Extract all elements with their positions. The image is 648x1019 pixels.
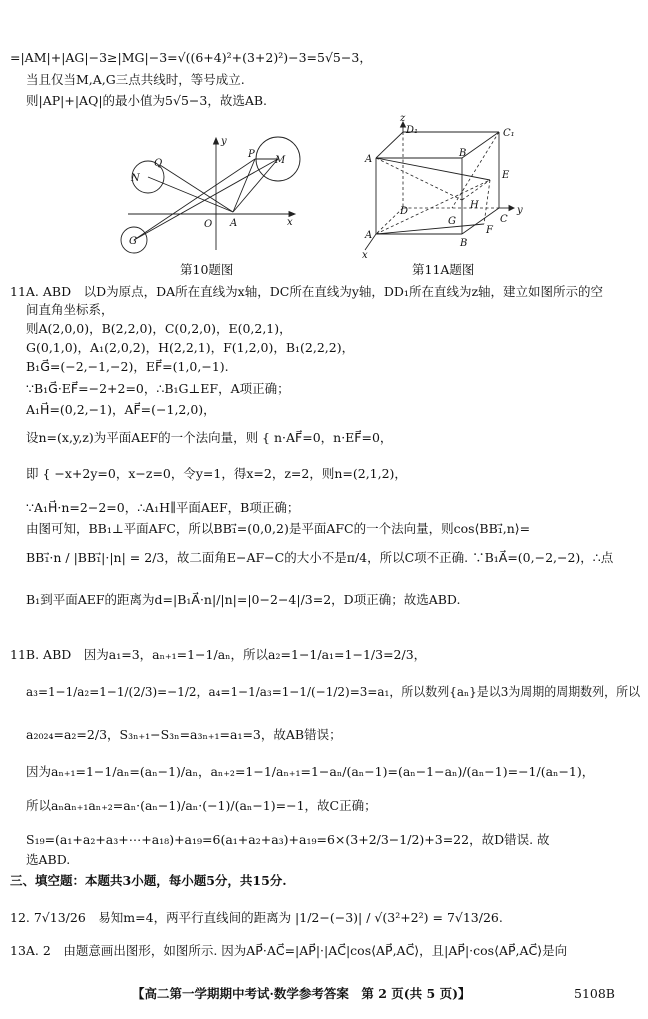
text-line: 因为aₙ₊₁=1−1/aₙ=(aₙ−1)/aₙ，aₙ₊₂=1−1/aₙ₊₁=1−aₙ/(aₙ−1)=(aₙ−1−aₙ)/(aₙ−1)=−1/(aₙ−1)， [26,764,595,779]
text-line: 13A. 2 由题意画出图形，如图所示. 因为AP⃗·AC⃗=|AP⃗|·|AC⃗|cos⟨AP⃗,AC⃗⟩，且|AP⃗|·cos⟨AP⃗,AC⃗⟩是向 [10,943,568,958]
label-F: F [486,225,493,236]
label-G: G [448,216,456,227]
text-line: B₁G⃗=(−2,−1,−2)，EF⃗=(1,0,−1). [26,359,229,374]
label-A: A [365,230,373,241]
document-code: 5108B [574,986,615,1001]
figure-10 [120,128,310,256]
label-O: O [204,219,213,230]
text-line: BB₁⃗·n / |BB₁⃗|·|n| = 2/3，故二面角E−AF−C的大小不是π/4，所以C项不正确. ∵B₁A⃗=(0,−2,−2)，∴点 [26,550,614,565]
label-G: G [129,236,137,247]
label-C1: C₁ [503,128,515,139]
figure-11a [362,112,532,260]
text-line: S₁₉=(a₁+a₂+a₃+⋯+a₁₈)+a₁₉=6(a₁+a₂+a₃)+a₁₉=6×(3+2/3−1/2)+3=22，故D错误. 故 [26,832,550,847]
label-y: y [517,205,523,216]
text-line: =|AM|+|AG|−3≥|MG|−3=√((6+4)²+(3+2)²)−3=5√5−3， [10,50,372,65]
label-y: y [221,136,227,147]
label-z: z [400,113,406,124]
text-line: 所以aₙaₙ₊₁aₙ₊₂=aₙ·(aₙ−1)/aₙ·(−1)/(aₙ−1)=−1，故C正确； [26,798,377,813]
text-line: 则A(2,0,0)，B(2,2,0)，C(0,2,0)，E(0,2,1)， [26,321,292,336]
text-line: B₁到平面AEF的距离为d=|B₁A⃗·n|/|n|=|0−2−4|/3=2，D项正确；故选ABD. [26,592,461,607]
text-line: ∵B₁G⃗·EF⃗=−2+2=0，∴B₁G⊥EF，A项正确； [26,381,290,396]
text-line: a₂₀₂₄=a₂=2/3，S₃ₙ₊₁−S₃ₙ=a₃ₙ₊₁=a₁=3，故AB错误； [26,727,342,742]
page-footer: 【高二第一学期期中考试·数学参考答案 第 2 页(共 5 页)】 [132,986,471,1001]
figure-caption: 第11A题图 [412,262,475,277]
label-D1: D₁ [406,125,419,136]
text-line: ∵A₁H⃗·n=2−2=0，∴A₁H∥平面AEF，B项正确； [26,500,300,515]
text-line: 由图可知，BB₁⊥平面AFC，所以BB₁⃗=(0,0,2)是平面AFC的一个法向量，则cos⟨BB₁⃗,n⟩= [26,521,531,536]
text-line: 11B. ABD 因为a₁=3，aₙ₊₁=1−1/aₙ，所以a₂=1−1/a₁=1−1/3=2/3， [10,647,427,662]
text-line: A₁H⃗=(0,2,−1)，AF⃗=(−1,2,0)， [26,402,216,417]
label-M: M [275,155,286,166]
label-x: x [362,250,368,260]
text-line: 12. 7√13/26 易知m=4，两平行直线间的距离为 |1/2−(−3)| / √(3²+2²) = 7√13/26. [10,910,503,925]
label-C: C [500,214,508,225]
label-H: H [470,200,479,211]
label-x: x [287,217,293,228]
text-line: 选ABD. [26,852,71,867]
text-line: 即 { −x+2y=0，x−z=0，令y=1，得x=2，z=2，则n=(2,1,2)， [26,466,407,481]
label-E: E [502,170,510,181]
label-B1: B [459,148,467,159]
text-line: 设n=(x,y,z)为平面AEF的一个法向量，则 { n·AF⃗=0，n·EF⃗=0， [26,430,393,445]
label-B: B [460,238,468,249]
text-line: G(0,1,0)，A₁(2,0,2)，H(2,2,1)，F(1,2,0)，B₁(2,2,2)， [26,340,355,355]
text-line: 当且仅当M,A,G三点共线时，等号成立. [26,72,245,87]
label-P: P [248,149,255,160]
label-N: N [131,173,140,184]
figure-caption: 第10题图 [180,262,234,277]
text-line: 间直角坐标系， [26,302,114,317]
text-line: 11A. ABD 以D为原点，DA所在直线为x轴，DC所在直线为y轴，DD₁所在直线为z轴，建立如图所示的空 [10,284,604,299]
label-Q: Q [154,158,163,169]
label-A1: A [365,154,373,165]
label-D: D [400,206,409,217]
label-A: A [230,218,238,229]
section-heading: 三、填空题：本题共3小题，每小题5分，共15分. [10,873,287,888]
text-line: 则|AP|+|AQ|的最小值为5√5−3，故选AB. [26,93,268,108]
text-line: a₃=1−1/a₂=1−1/(2/3)=−1/2，a₄=1−1/a₃=1−1/(−1/2)=3=a₁，所以数列{aₙ}是以3为周期的周期数列，所以 [26,684,641,699]
